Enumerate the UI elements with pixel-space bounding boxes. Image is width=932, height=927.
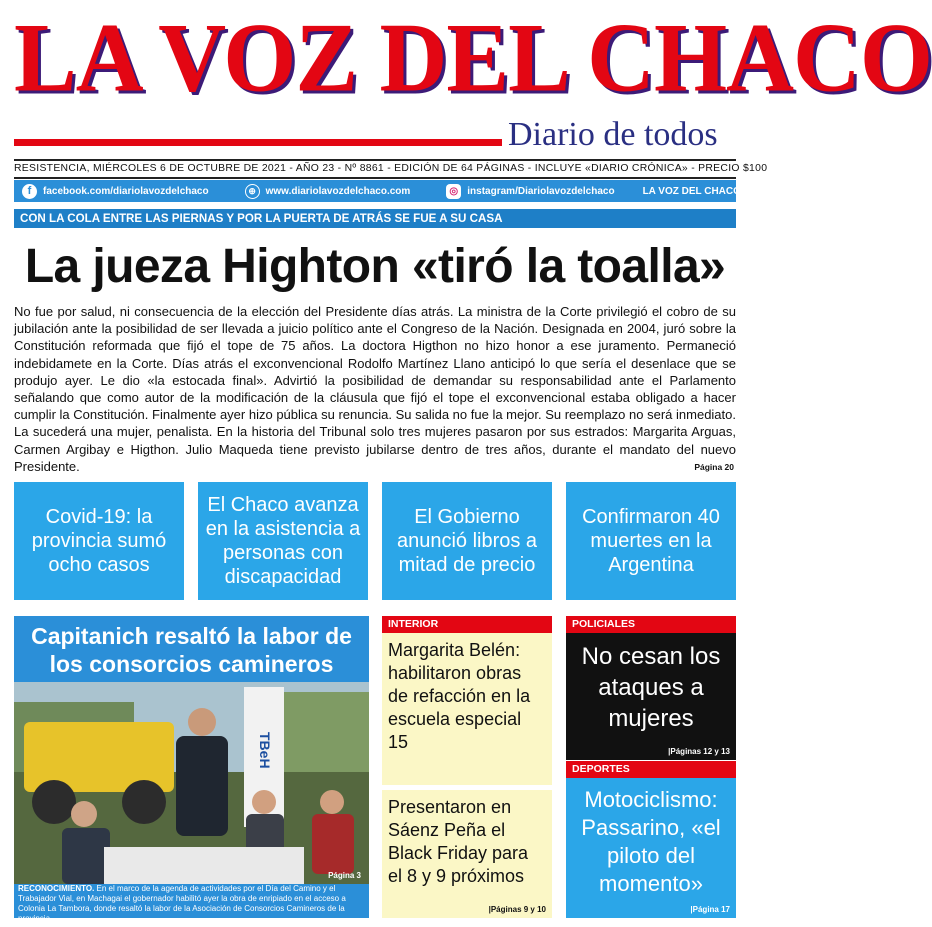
interior-story-1[interactable] <box>382 633 552 785</box>
lead-page-ref: Página 20 <box>694 462 734 472</box>
news-photo <box>14 682 369 884</box>
news-box-title: Covid-19: la provincia sumó ocho casos <box>31 506 167 576</box>
photo-story[interactable] <box>14 616 369 923</box>
photo-caption <box>18 884 365 924</box>
website-link[interactable] <box>245 184 411 199</box>
section-deportes: DEPORTES <box>566 761 736 778</box>
dateline: RESISTENCIA, MIÉRCOLES 6 DE OCTUBRE DE 2021 - AÑO 23 - Nº 8861 - EDICIÓN DE 64 PÁGINAS - INCLUYE «DIARIO CRÓNICA» - PRECIO $100 <box>14 159 736 179</box>
photo-illustration <box>14 682 369 884</box>
instagram-label: instagram/Diariolavozdelchaco <box>467 185 615 197</box>
social-bar <box>14 180 757 202</box>
facebook-link[interactable] <box>22 184 209 199</box>
tv-link[interactable] <box>643 186 757 197</box>
policiales-story[interactable] <box>566 633 736 760</box>
main-headline[interactable]: La jueza Highton «tiró la toalla» <box>24 240 726 293</box>
policiales-story-title: No cesan los ataques a mujeres <box>581 643 721 732</box>
right-column <box>566 616 736 918</box>
interior-story-2[interactable] <box>382 790 552 918</box>
interior-story-1-title: Margarita Belén: habilitaron obras de refacción en la escuela especial 15 <box>388 640 531 752</box>
tv-label: LA VOZ DEL CHACO TV <box>642 185 757 197</box>
facebook-label: facebook.com/diariolavozdelchaco <box>43 185 209 197</box>
globe-icon: ⊕ <box>245 184 260 199</box>
facebook-icon: f <box>22 184 37 199</box>
newspaper-logo: LA VOZ DEL CHACO <box>14 3 932 113</box>
news-box-libros[interactable] <box>382 482 552 600</box>
sign-text: TBeH <box>257 732 273 769</box>
interior-column <box>382 616 552 918</box>
news-box-muertes[interactable] <box>566 482 736 600</box>
caption-label: RECONOCIMIENTO. <box>18 884 95 893</box>
news-box-title: Confirmaron 40 muertes en la Argentina <box>582 506 720 576</box>
masthead <box>0 0 932 160</box>
news-box-title: El Gobierno anunció libros a mitad de precio <box>396 506 538 576</box>
photo-page-ref: Página 3 <box>328 871 361 880</box>
photo-story-title: Capitanich resaltó la labor de los consorcios camineros <box>31 623 352 677</box>
lead-article: No fue por salud, ni consecuencia de la elección del Presidente días atrás. La ministra de la Corte privilegió el cobro de su jubilación ante la posibilidad de ser llevada a juicio político ante el Congreso de la Nación. Designada en 2004, juró sobre la Constitución reformada que fijó el tope de 75 años. La doctora Higthon no hizo honor a ese juramento. Permaneció indebidamete en la Corte. Días atrás el exconvencional Rodolfo Martínez Llano anticipó lo que sería el desenlace que se produjo ayer. Le dio «la estocada final». Advirtió la posibilidad de demandar su responsabilidad ante el Parlamento señalando que como autor de la modificación de la cláusula que fijó el tope el exconvencional estaba obligado a hacer cumplir la Constitución. Finalmente ayer hizo pública su renuncia. Su salida no fue la mejor. Su reemplazo no será inmediato. La sucederá una mujer, penalista. En la historia del Tribunal solo tres mujeres pasaron por sus estrados: Margarita Arguas, Carmen Argibay e Higthon. Julio Maqueda tiene previsto jubilarse dentro de tres años, durante el mandato del nuevo Presidente. <box>14 304 736 474</box>
interior-story-2-title: Presentaron en Sáenz Peña el Black Friday para el 8 y 9 próximos <box>388 797 529 886</box>
news-boxes <box>14 482 736 600</box>
newspaper-slogan: Diario de todos <box>508 116 718 153</box>
logo-underline <box>14 139 502 146</box>
website-label: www.diariolavozdelchaco.com <box>265 185 411 197</box>
deportes-story[interactable] <box>566 778 736 918</box>
news-box-discapacidad[interactable] <box>198 482 368 600</box>
section-policiales: POLICIALES <box>566 616 736 633</box>
instagram-link[interactable] <box>446 184 614 199</box>
deportes-story-title: Motociclismo: Passarino, «el piloto del momento» <box>581 787 721 896</box>
instagram-icon: ◎ <box>446 184 461 199</box>
news-box-title: El Chaco avanza en la asistencia a personas con discapacidad <box>205 494 361 588</box>
deportes-page-ref: |Página 17 <box>690 905 730 914</box>
news-box-covid[interactable] <box>14 482 184 600</box>
section-interior: INTERIOR <box>382 616 552 633</box>
caption-text: En el marco de la agenda de actividades por el Día del Camino y el Trabajador Vial, en Machagai el gobernador habilitó ayer la obra de enripiado en el acceso a Colonia La Tambora, donde resaltó la labor de la Asociación de Consorcios Camineros de la provincia. <box>18 884 346 923</box>
policiales-page-ref: |Páginas 12 y 13 <box>668 747 730 756</box>
interior-page-ref: |Páginas 9 y 10 <box>488 905 546 914</box>
headline-kicker: CON LA COLA ENTRE LAS PIERNAS Y POR LA PUERTA DE ATRÁS SE FUE A SU CASA <box>14 209 736 228</box>
